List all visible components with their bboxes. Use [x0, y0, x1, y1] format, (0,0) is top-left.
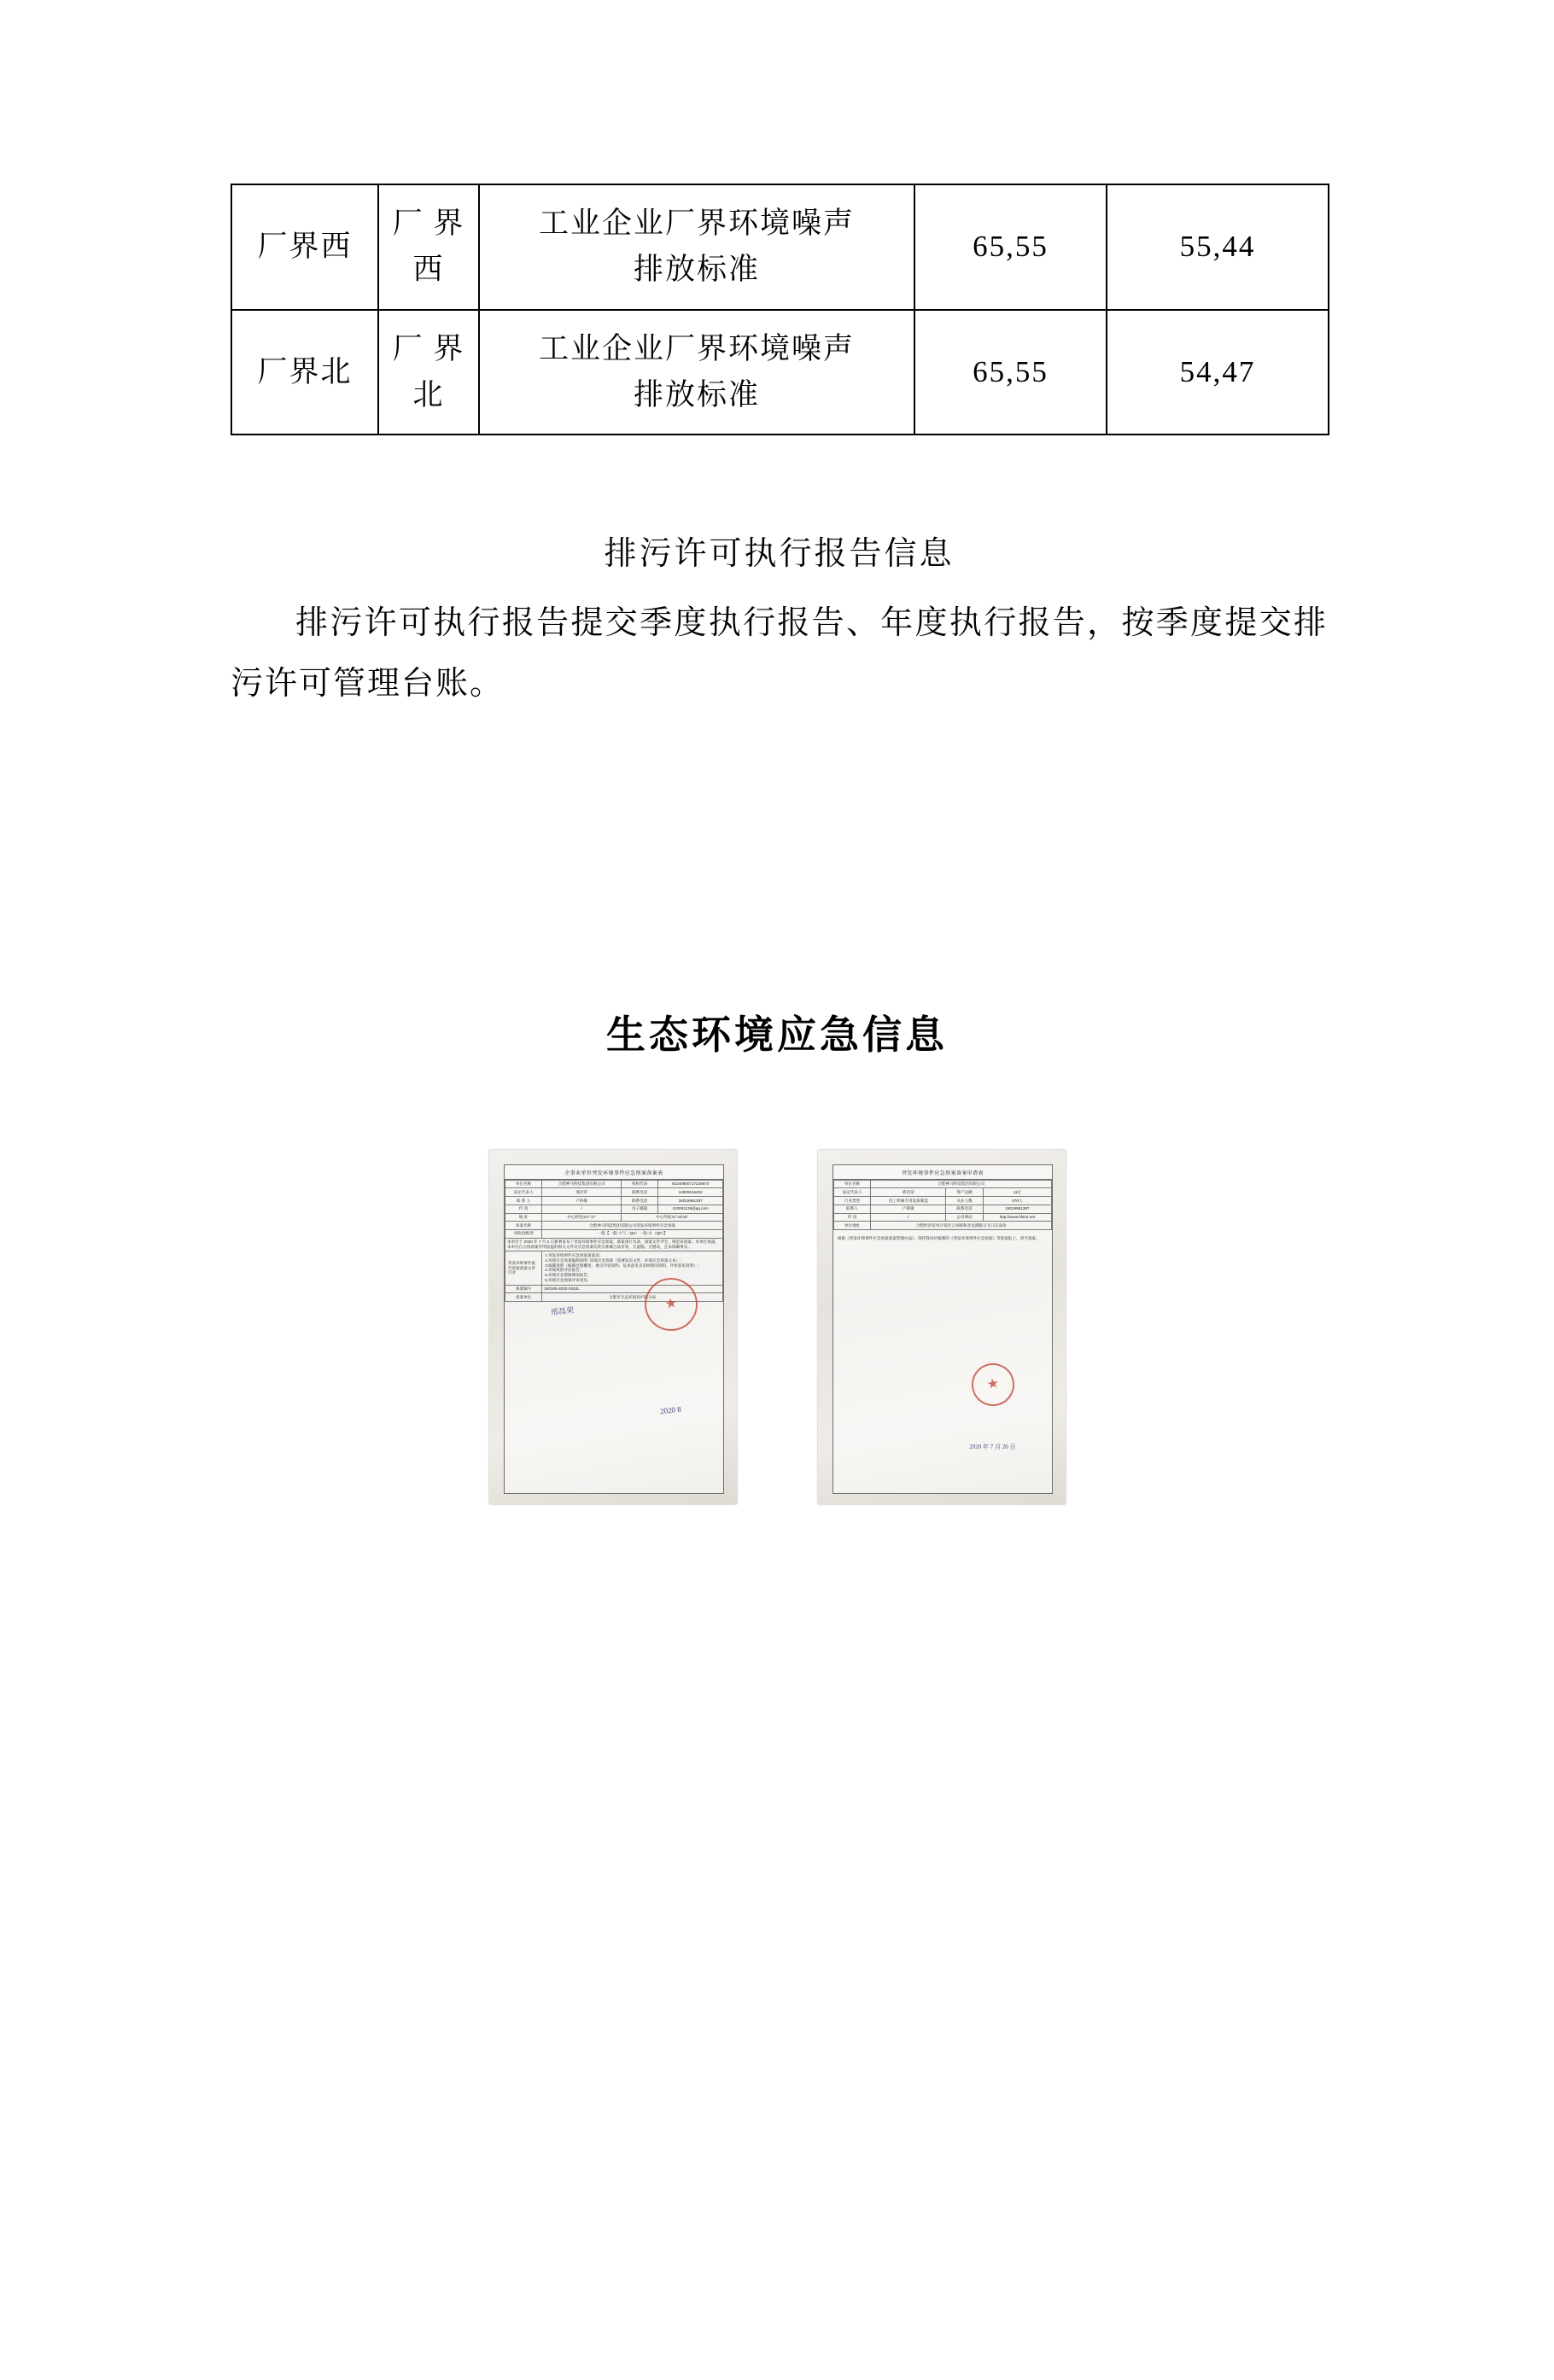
permit-report-paragraph: 排污许可执行报告提交季度执行报告、年度执行报告，按季度提交排污许可管理台账。: [231, 605, 1328, 702]
list-item: 6.环境应急预案评审意见。: [545, 1277, 592, 1282]
field-value: 产桥敏: [542, 1197, 622, 1205]
scan-background: [818, 1150, 1066, 1504]
application-date: 2020 年 7 月 20 日: [969, 1443, 1016, 1450]
field-label: 联 系 人: [505, 1197, 541, 1205]
field-value: 中心经度117°17': [542, 1213, 622, 1222]
field-label: 联系人: [833, 1205, 870, 1213]
field-value: 邢昌荣: [871, 1188, 946, 1197]
field-label: 资产总额: [946, 1188, 983, 1197]
field-label: 备案编号: [505, 1285, 541, 1293]
table-row: [505, 1197, 722, 1205]
table-row: [231, 310, 1329, 435]
field-value: 一般【一般-大气（Q0）一般-水（Q0）】: [542, 1229, 723, 1238]
scanned-documents-gallery: [231, 1150, 1323, 1504]
cell-direction-text: 厂 界 北: [392, 331, 465, 411]
permit-report-title: 排污许可执行报告信息: [604, 536, 955, 572]
cell-standard-text: 工业企业厂界环境噪声 排放标准: [538, 207, 855, 287]
field-value: 18019981397: [658, 1197, 723, 1205]
table-row: [505, 1251, 722, 1285]
table-row: [505, 1180, 722, 1188]
cell-value-text: 54,47: [1179, 354, 1256, 388]
page-title: 生态环境应急信息: [606, 1012, 948, 1057]
field-label: 地 址: [505, 1213, 541, 1222]
document-page: [0, 184, 1554, 2380]
field-value: http://www.hfsmt.net: [983, 1213, 1051, 1222]
field-label: 法定代表人: [833, 1188, 870, 1197]
table-row: [505, 1188, 722, 1197]
star-icon: ★: [663, 1295, 678, 1313]
cell-direction-text: 厂 界 西: [392, 207, 465, 287]
field-value: 91340600717228670: [658, 1180, 723, 1188]
field-label: 传 真: [505, 1205, 541, 1213]
field-value: 470人: [983, 1197, 1051, 1205]
cell-limit-text: 65,55: [973, 230, 1049, 264]
scan-form-right: [832, 1164, 1053, 1494]
table-row: [505, 1238, 722, 1251]
table-row: [505, 1222, 722, 1230]
permit-report-section: [231, 525, 1328, 714]
field-label: 预案名称: [505, 1222, 541, 1230]
noise-measurement-table: [231, 184, 1329, 435]
field-value: 合肥神马科技集团有限公司: [542, 1180, 622, 1188]
cell-point: [231, 184, 378, 310]
list-item: 1.突发环境事件应急预案备案表;: [545, 1253, 601, 1258]
field-value: 410091139@qq.com: [658, 1205, 723, 1213]
cell-standard: [479, 310, 914, 435]
cell-standard-text: 工业企业厂界环境噪声 排放标准: [538, 331, 855, 411]
field-label: 从业人数: [946, 1197, 983, 1205]
cell-direction: [378, 310, 479, 435]
field-label: 单位地址: [833, 1222, 870, 1230]
list-item: 2.环境应急预案编制说明; 环境应急预案（签署发布文件、环境应急预案文本）;: [545, 1257, 681, 1263]
field-label: 突发环境事件报告预案备案文件目录: [505, 1251, 541, 1285]
scan-info-table: [833, 1180, 1052, 1230]
field-label: 公司网站: [946, 1213, 983, 1222]
document-list: [542, 1251, 723, 1285]
field-value: 电工机械专用设备制造: [871, 1197, 946, 1205]
authority-name: 合肥市生态环境局庐阳分局: [542, 1293, 723, 1302]
cell-point-text: 厂界北: [257, 354, 353, 388]
field-value: 合肥神马科技集团有限公司突发环境事件应急预案: [542, 1222, 723, 1230]
field-value: 18019981397: [983, 1205, 1051, 1213]
signature-handwriting: 邢昌荣: [550, 1305, 575, 1317]
field-label: 传 真: [833, 1213, 870, 1222]
table-row: [231, 184, 1329, 310]
field-label: 联系电话: [621, 1188, 657, 1197]
field-value: 11亿: [983, 1188, 1051, 1197]
list-item: 3.编制说明（编制过程概述、重点内容说明、征求意见及采纳情况说明、评审意见说明）;: [545, 1263, 698, 1268]
scanned-document-right: [818, 1150, 1066, 1504]
application-note: 根据《突发环境事件应急预案备案管理办法》，现将我单位编制的《突发环境事件应急预案》等预案报上，请予备案。: [837, 1235, 1040, 1240]
field-label: 法定代表人: [505, 1188, 541, 1197]
table-row: [833, 1197, 1051, 1205]
cell-limit: [914, 184, 1107, 310]
table-row: [833, 1180, 1051, 1188]
field-value: 中心纬度31°43'33": [621, 1213, 722, 1222]
table-row: [833, 1188, 1051, 1197]
cell-limit: [914, 310, 1107, 435]
field-value: 邢昌荣: [542, 1188, 622, 1197]
cell-value-text: 55,44: [1179, 230, 1256, 264]
field-value: 合肥神马科技集团有限公司: [871, 1180, 1052, 1188]
table-row: [505, 1213, 722, 1222]
field-value: 13805516402: [658, 1188, 723, 1197]
scan-form-left: [504, 1164, 724, 1494]
scan-form-title: 企事业单位突发环境事件应急预案备案表: [505, 1165, 723, 1180]
field-label: 单位名称: [505, 1180, 541, 1188]
table-row: [833, 1205, 1051, 1213]
cell-value: [1107, 184, 1329, 310]
field-label: 备案单位: [505, 1293, 541, 1302]
star-icon: ★: [985, 1375, 1000, 1393]
cell-standard: [479, 184, 914, 310]
table-row: [505, 1205, 722, 1213]
cell-point-text: 厂界西: [257, 230, 353, 264]
field-label: 单位名称: [833, 1180, 870, 1188]
field-value: 产桥敏: [871, 1205, 946, 1213]
table-row: [833, 1213, 1051, 1222]
field-label: 电子邮箱: [621, 1205, 657, 1213]
field-label: 联系电话: [621, 1197, 657, 1205]
scan-info-table: [505, 1180, 723, 1302]
field-label: 风险因级别: [505, 1229, 541, 1238]
field-value: 合肥经济技术开发区云谷路和青龙潭路交叉口东南角: [871, 1222, 1052, 1230]
scan-form-title: 突发环境事件应急预案备案申请表: [833, 1165, 1052, 1180]
scan-background: [489, 1150, 737, 1504]
signature-handwriting: 2020 8: [659, 1404, 681, 1416]
scanned-document-left: [489, 1150, 737, 1504]
cell-value: [1107, 310, 1329, 435]
declaration-text: 本单位于 2020 年 7 月 2 日簽署发布了突发环境事件应急预案，备案备行具备，备案文件齐全、规范该备案。本单位承諾，本单位自力排备案申所报提的相关文件及应急预案均真实准确合法有效，无虚假、无篡改，且本项确事实。: [505, 1238, 722, 1251]
field-label: 行业类型: [833, 1197, 870, 1205]
cell-limit-text: 65,55: [973, 354, 1049, 388]
list-item: 4.环境风险评估报告;: [545, 1268, 581, 1273]
table-row: [833, 1222, 1051, 1230]
cell-point: [231, 310, 378, 435]
field-label: 机构代码: [621, 1180, 657, 1188]
field-value: /: [542, 1205, 622, 1213]
record-number: 340106-2020-0342L: [542, 1285, 723, 1293]
cell-direction: [378, 184, 479, 310]
table-row: [505, 1229, 722, 1238]
list-item: 5.环境应急资源调查报告;: [545, 1273, 589, 1278]
field-value: /: [871, 1213, 946, 1222]
field-label: 联系电话: [946, 1205, 983, 1213]
